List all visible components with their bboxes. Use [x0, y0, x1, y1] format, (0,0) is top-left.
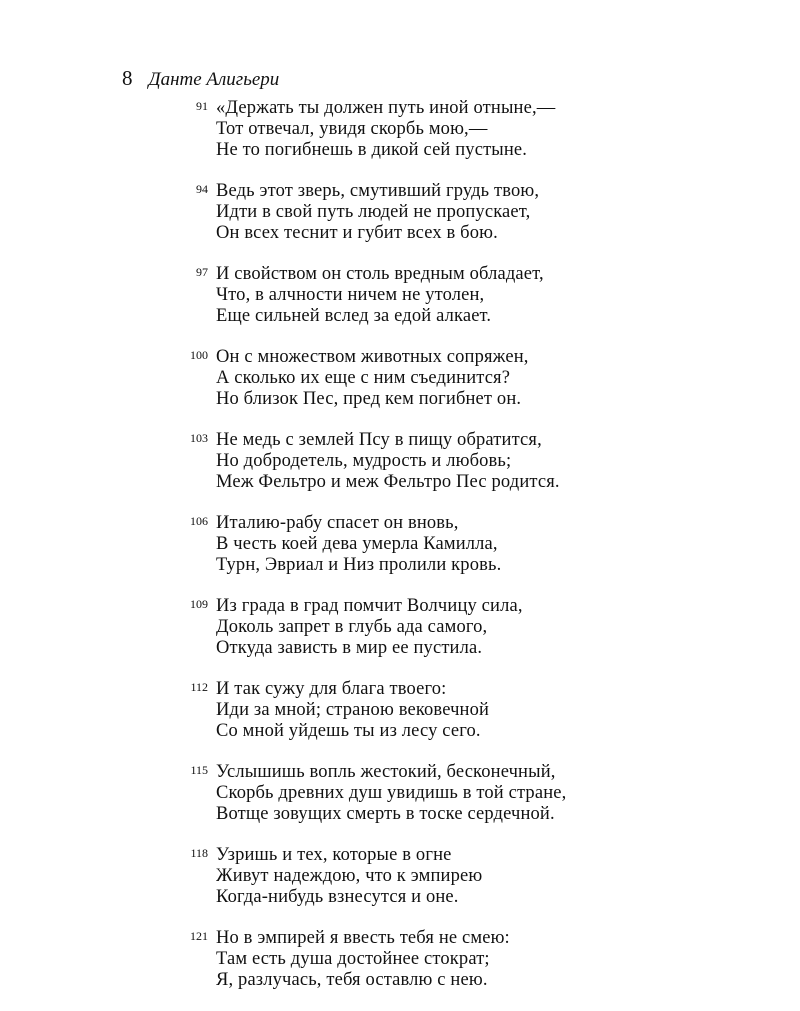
stanza [178, 430, 738, 493]
verse-line: Но добродетель, мудрость и любовь; [216, 451, 512, 471]
verse-line: Живут надеждою, что к эмпирею [216, 866, 483, 886]
verse-line: Услышишь вопль жестокий, бесконечный, [216, 762, 556, 782]
stanza [178, 845, 738, 908]
verse-line: Иди за мной; страною вековечной [216, 700, 490, 720]
verse-line: Не то погибнешь в дикой сей пустыне. [216, 140, 528, 160]
stanza [178, 596, 738, 659]
line-number: 91 [196, 99, 208, 113]
verse-line: И свойством он столь вредным обладает, [216, 264, 544, 284]
verse-line: Вотще зовущих смерть в тоске сердечной. [216, 804, 555, 824]
verse-line: Но близок Пес, пред кем погибнет он. [216, 389, 522, 409]
stanza [178, 181, 738, 244]
line-number: 115 [190, 763, 208, 777]
verse-line: Там есть душа достойнее стократ; [216, 949, 490, 969]
stanza [178, 679, 738, 742]
line-number: 100 [190, 348, 208, 362]
poem-text [178, 98, 738, 1011]
verse-line: Идти в свой путь людей не пропускает, [216, 202, 531, 222]
verse-line: А сколько их еще с ним съединится? [216, 368, 511, 388]
verse-line: Откуда зависть в мир ее пустила. [216, 638, 483, 658]
stanza [178, 347, 738, 410]
verse-line: Узришь и тех, которые в огне [216, 845, 452, 865]
line-number: 94 [196, 182, 208, 196]
line-number: 112 [190, 680, 208, 694]
stanza [178, 98, 738, 161]
book-title: Данте Алигьери [148, 69, 280, 90]
line-number: 118 [190, 846, 208, 860]
line-number: 109 [190, 597, 208, 611]
verse-line: Турн, Эвриал и Низ пролили кровь. [216, 555, 502, 575]
verse-line: В честь коей дева умерла Камилла, [216, 534, 498, 554]
verse-line: Но в эмпирей я ввесть тебя не смею: [216, 928, 510, 948]
line-number: 97 [196, 265, 208, 279]
verse-line: Ведь этот зверь, смутивший грудь твою, [216, 181, 540, 201]
verse-line: Не медь с землей Псу в пищу обратится, [216, 430, 542, 450]
verse-line: Италию-рабу спасет он вновь, [216, 513, 459, 533]
verse-line: Доколь запрет в глубь ада самого, [216, 617, 488, 637]
verse-line: Из града в град помчит Волчицу сила, [216, 596, 523, 616]
verse-line: Со мной уйдешь ты из лесу сего. [216, 721, 481, 741]
page-number: 8 [122, 66, 133, 90]
stanza [178, 264, 738, 327]
stanza [178, 513, 738, 576]
stanza [178, 762, 738, 825]
line-number: 106 [190, 514, 208, 528]
verse-line: Я, разлучась, тебя оставлю с нею. [216, 970, 488, 990]
stanza [178, 928, 738, 991]
verse-line: И так сужу для блага твоего: [216, 679, 447, 699]
verse-line: Скорбь древних душ увидишь в той стране, [216, 783, 567, 803]
verse-line: «Держать ты должен путь иной отныне,— [216, 98, 556, 118]
verse-line: Меж Фельтро и меж Фельтро Пес родится. [216, 472, 560, 492]
verse-line: Он с множеством животных сопряжен, [216, 347, 529, 367]
verse-line: Когда-нибудь взнесутся и оне. [216, 887, 459, 907]
line-number: 103 [190, 431, 208, 445]
running-head [122, 66, 279, 94]
verse-line: Еще сильней вслед за едой алкает. [216, 306, 492, 326]
verse-line: Он всех теснит и губит всех в бою. [216, 223, 498, 243]
verse-line: Тот отвечал, увидя скорбь мою,— [216, 119, 488, 139]
verse-line: Что, в алчности ничем не утолен, [216, 285, 485, 305]
line-number: 121 [190, 929, 208, 943]
